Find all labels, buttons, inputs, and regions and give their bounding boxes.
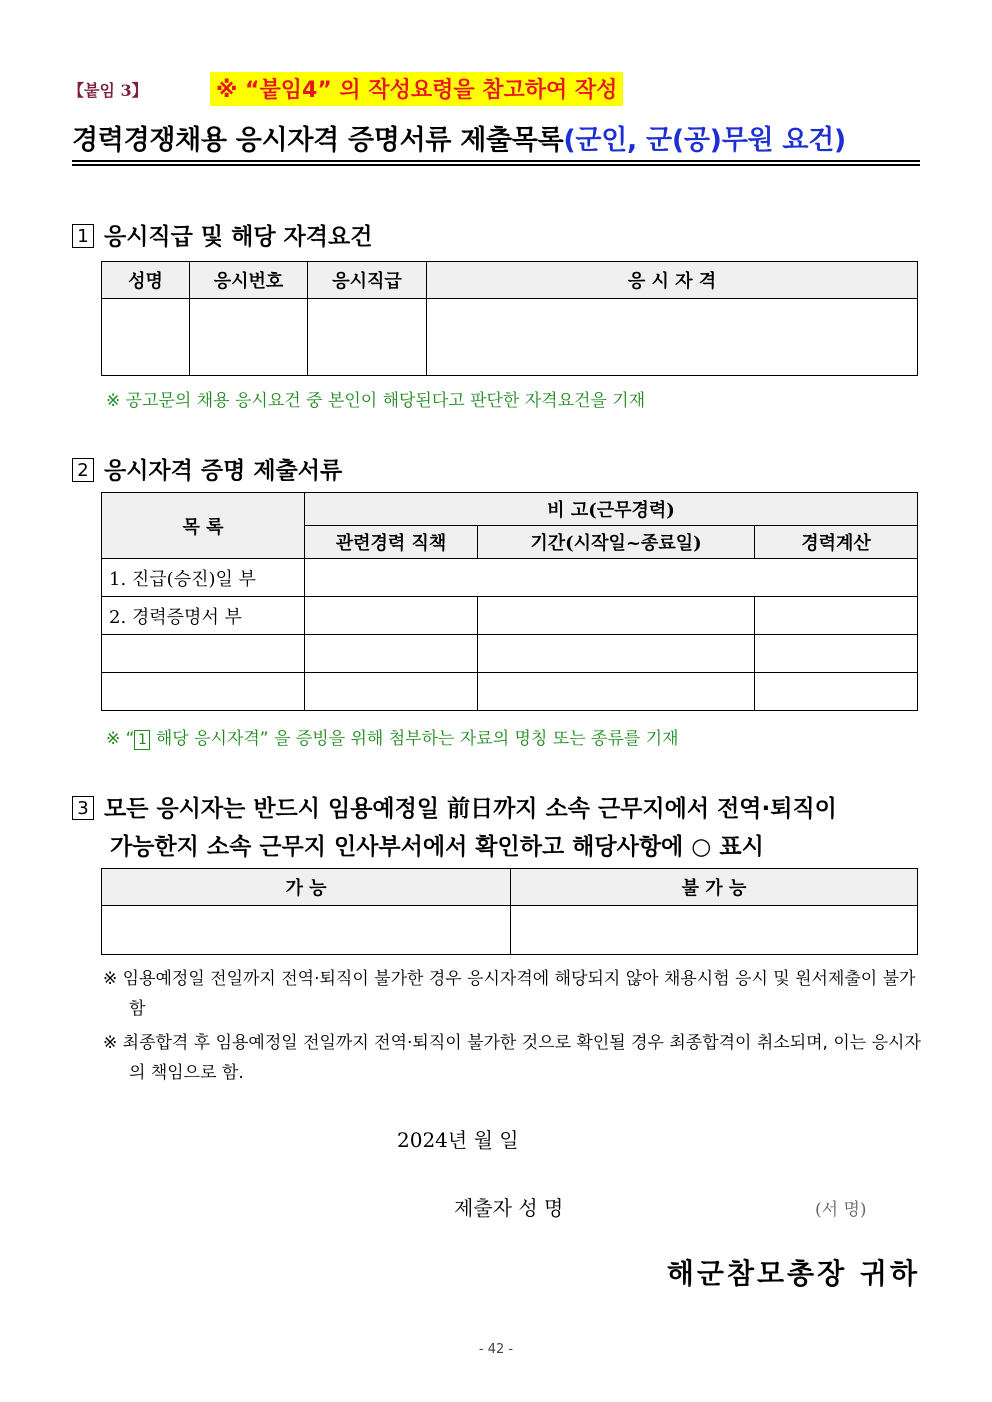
career-calc-cell[interactable] <box>755 673 918 711</box>
document-item-1: 1. 진급(승진)일 부 <box>102 559 305 597</box>
document-item-2: 2. 경력증명서 부 <box>102 597 305 635</box>
document-title <box>72 118 920 157</box>
section2-number-box: 2 <box>72 458 94 482</box>
section3-note-1: ※ 임용예정일 전일까지 전역·퇴직이 불가한 경우 응시자격에 해당되지 않아 채용시험 응시 및 원서제출이 불가함 <box>103 969 916 1019</box>
col-name: 성명 <box>102 262 190 299</box>
applicant-number-cell[interactable] <box>190 299 308 376</box>
table-row <box>102 673 918 711</box>
table-row <box>102 559 918 597</box>
period-cell[interactable] <box>478 597 755 635</box>
section2-note-suffix: 해당 응시자격” 을 증빙을 위해 첨부하는 자료의 명칭 또는 종류를 기재 <box>150 729 679 749</box>
col-list: 목 록 <box>102 493 305 559</box>
col-possible: 가 능 <box>102 869 511 906</box>
section3-heading-line2: 가능한지 소속 근무지 인사부서에서 확인하고 해당사항에 ○ 표시 <box>110 834 764 860</box>
section2-heading <box>72 452 342 485</box>
col-remarks: 비 고(근무경력) <box>305 493 918 526</box>
col-career-calc: 경력계산 <box>755 526 918 559</box>
qualification-cell[interactable] <box>427 299 918 376</box>
availability-table <box>101 868 918 955</box>
writing-notice: ※ “붙임4” 의 작성요령을 참고하여 작성 <box>210 72 623 106</box>
col-applicant-number: 응시번호 <box>190 262 308 299</box>
section1-number-box: 1 <box>72 224 94 248</box>
signature-mark: (서 명) <box>815 1200 867 1220</box>
period-cell[interactable] <box>478 673 755 711</box>
title-underline-second <box>72 164 920 166</box>
section1-note: ※ 공고문의 채용 응시요건 중 본인이 해당된다고 판단한 자격요건을 기재 <box>106 391 646 411</box>
related-position-cell[interactable] <box>305 597 478 635</box>
applied-grade-cell[interactable] <box>308 299 427 376</box>
documents-table <box>101 492 918 711</box>
page-number: - 42 - <box>478 1342 514 1357</box>
career-calc-cell[interactable] <box>755 635 918 673</box>
section2-note <box>106 724 679 750</box>
title-suffix: (군인, 군(공)무원 요건) <box>563 125 846 156</box>
career-calc-cell[interactable] <box>755 597 918 635</box>
document-item-3[interactable] <box>102 635 305 673</box>
remarks-cell[interactable] <box>305 559 918 597</box>
document-item-4[interactable] <box>102 673 305 711</box>
col-period: 기간(시작일~종료일) <box>478 526 755 559</box>
section2-note-number-box: 1 <box>134 730 150 750</box>
section2-note-prefix: ※ “ <box>106 729 135 749</box>
table-row <box>102 299 918 376</box>
period-cell[interactable] <box>478 635 755 673</box>
attachment-label: 【붙임 3】 <box>68 81 148 100</box>
addressee: 해군참모총장 귀하 <box>666 1257 920 1290</box>
section3-heading-line1: 모든 응시자는 반드시 임용예정일 前日까지 소속 근무지에서 전역·퇴직이 <box>104 796 837 822</box>
table-row <box>102 635 918 673</box>
col-applied-grade: 응시직급 <box>308 262 427 299</box>
impossible-mark-cell[interactable] <box>511 906 918 955</box>
table-row <box>102 597 918 635</box>
table-row <box>102 906 918 955</box>
related-position-cell[interactable] <box>305 673 478 711</box>
section3-note-2: ※ 최종합격 후 임용예정일 전일까지 전역·퇴직이 불가한 것으로 확인될 경우 최종합격이 취소되며, 이는 응시자의 책임으로 함. <box>103 1033 921 1083</box>
col-qualification: 응 시 자 격 <box>427 262 918 299</box>
title-underline <box>72 160 920 162</box>
section2-heading-text: 응시자격 증명 제출서류 <box>104 458 343 484</box>
title-main: 경력경쟁채용 응시자격 증명서류 제출목록 <box>72 125 564 156</box>
col-related-position: 관련경력 직책 <box>305 526 478 559</box>
section3-number-box: 3 <box>72 796 94 820</box>
section1-heading-text: 응시직급 및 해당 자격요건 <box>104 224 373 250</box>
related-position-cell[interactable] <box>305 635 478 673</box>
col-impossible: 불 가 능 <box>511 869 918 906</box>
submitter-name-label: 제출자 성 명 <box>454 1196 564 1220</box>
submission-date: 2024년 월 일 <box>397 1128 519 1152</box>
possible-mark-cell[interactable] <box>102 906 511 955</box>
qualification-table <box>101 261 918 376</box>
name-cell[interactable] <box>102 299 190 376</box>
section1-heading <box>72 218 372 251</box>
section3-heading <box>72 790 837 823</box>
